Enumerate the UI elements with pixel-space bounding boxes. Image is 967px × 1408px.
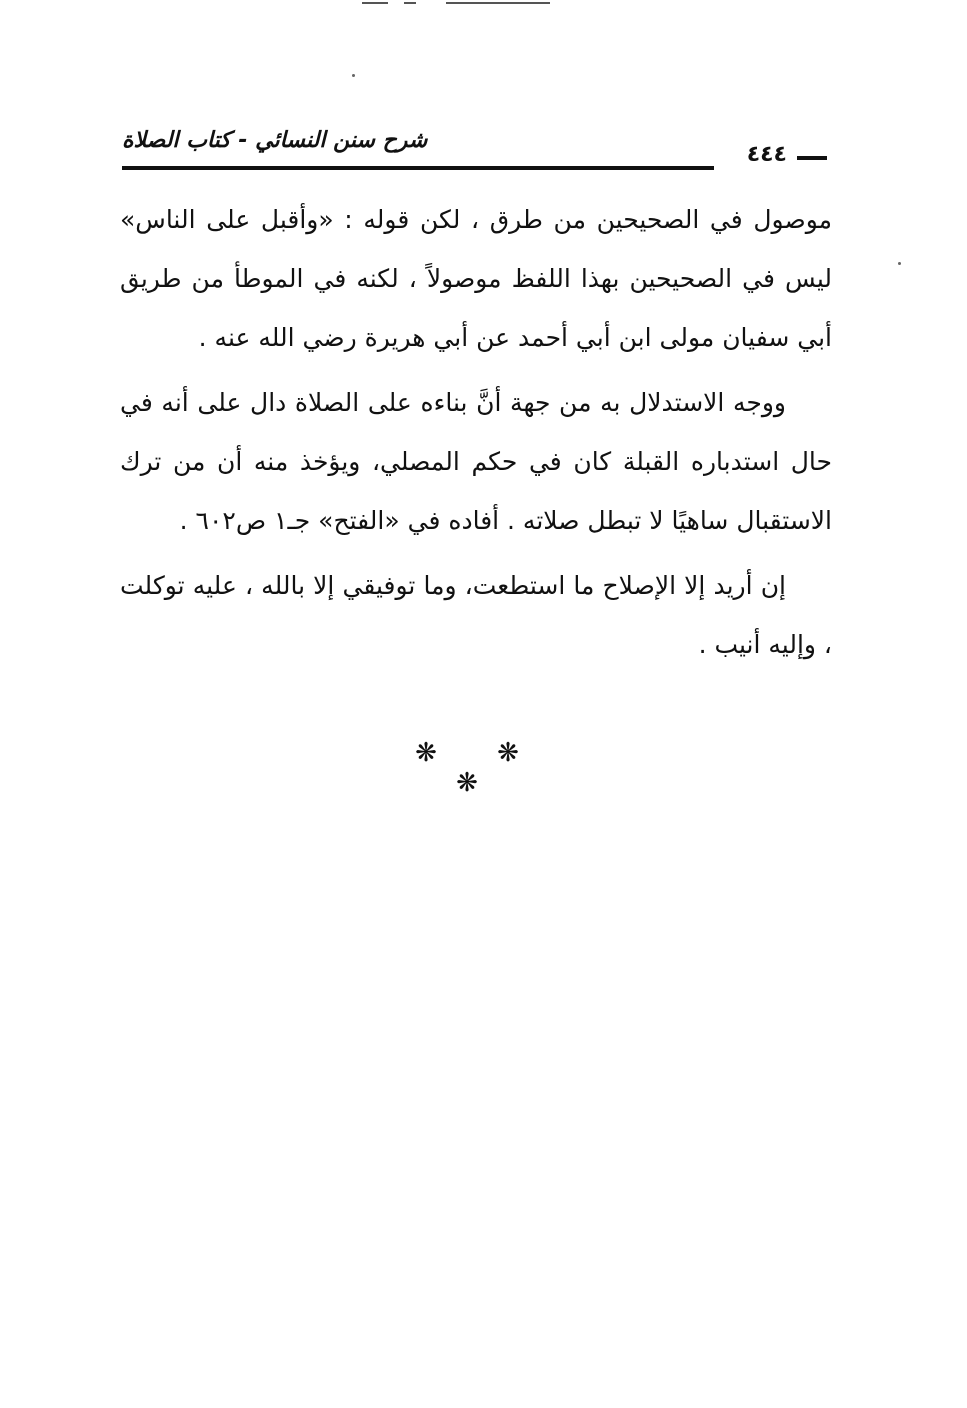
stray-mark [898, 262, 901, 265]
header-rule [122, 166, 714, 170]
section-separator: ❋ ❋ ❋ [415, 738, 545, 798]
paragraph: موصول في الصحيحين من طرق ، لكن قوله : «وأقبل على الناس» ليس في الصحيحين بهذا اللفظ موصولاً ، لكنه في الموطأ من طريق أبي سفيان مولى ابن أبي أحمد عن أبي هريرة رضي الله عنه . [120, 205, 832, 352]
body-text [120, 190, 832, 680]
header-title: شرح سنن النسائي - كتاب الصلاة [122, 128, 428, 153]
paragraph: ووجه الاستدلال به من جهة أنَّ بناءه على الصلاة دال على أنه في حال استدباره القبلة كان في حكم المصلي، ويؤخذ منه أن من ترك الاستقبال ساهيًا لا تبطل صلاته . أفاده في «الفتح» جـ١ ص٦٠٢ . [120, 388, 832, 535]
stray-mark [352, 74, 355, 77]
page-number: ٤٤٤ [746, 142, 787, 167]
paragraph: إن أريد إلا الإصلاح ما استطعت، وما توفيقي إلا بالله ، عليه توكلت ، وإليه أنيب . [120, 571, 832, 659]
header-dash [797, 156, 827, 160]
running-header [122, 128, 827, 178]
top-edge-marks [360, 0, 560, 6]
